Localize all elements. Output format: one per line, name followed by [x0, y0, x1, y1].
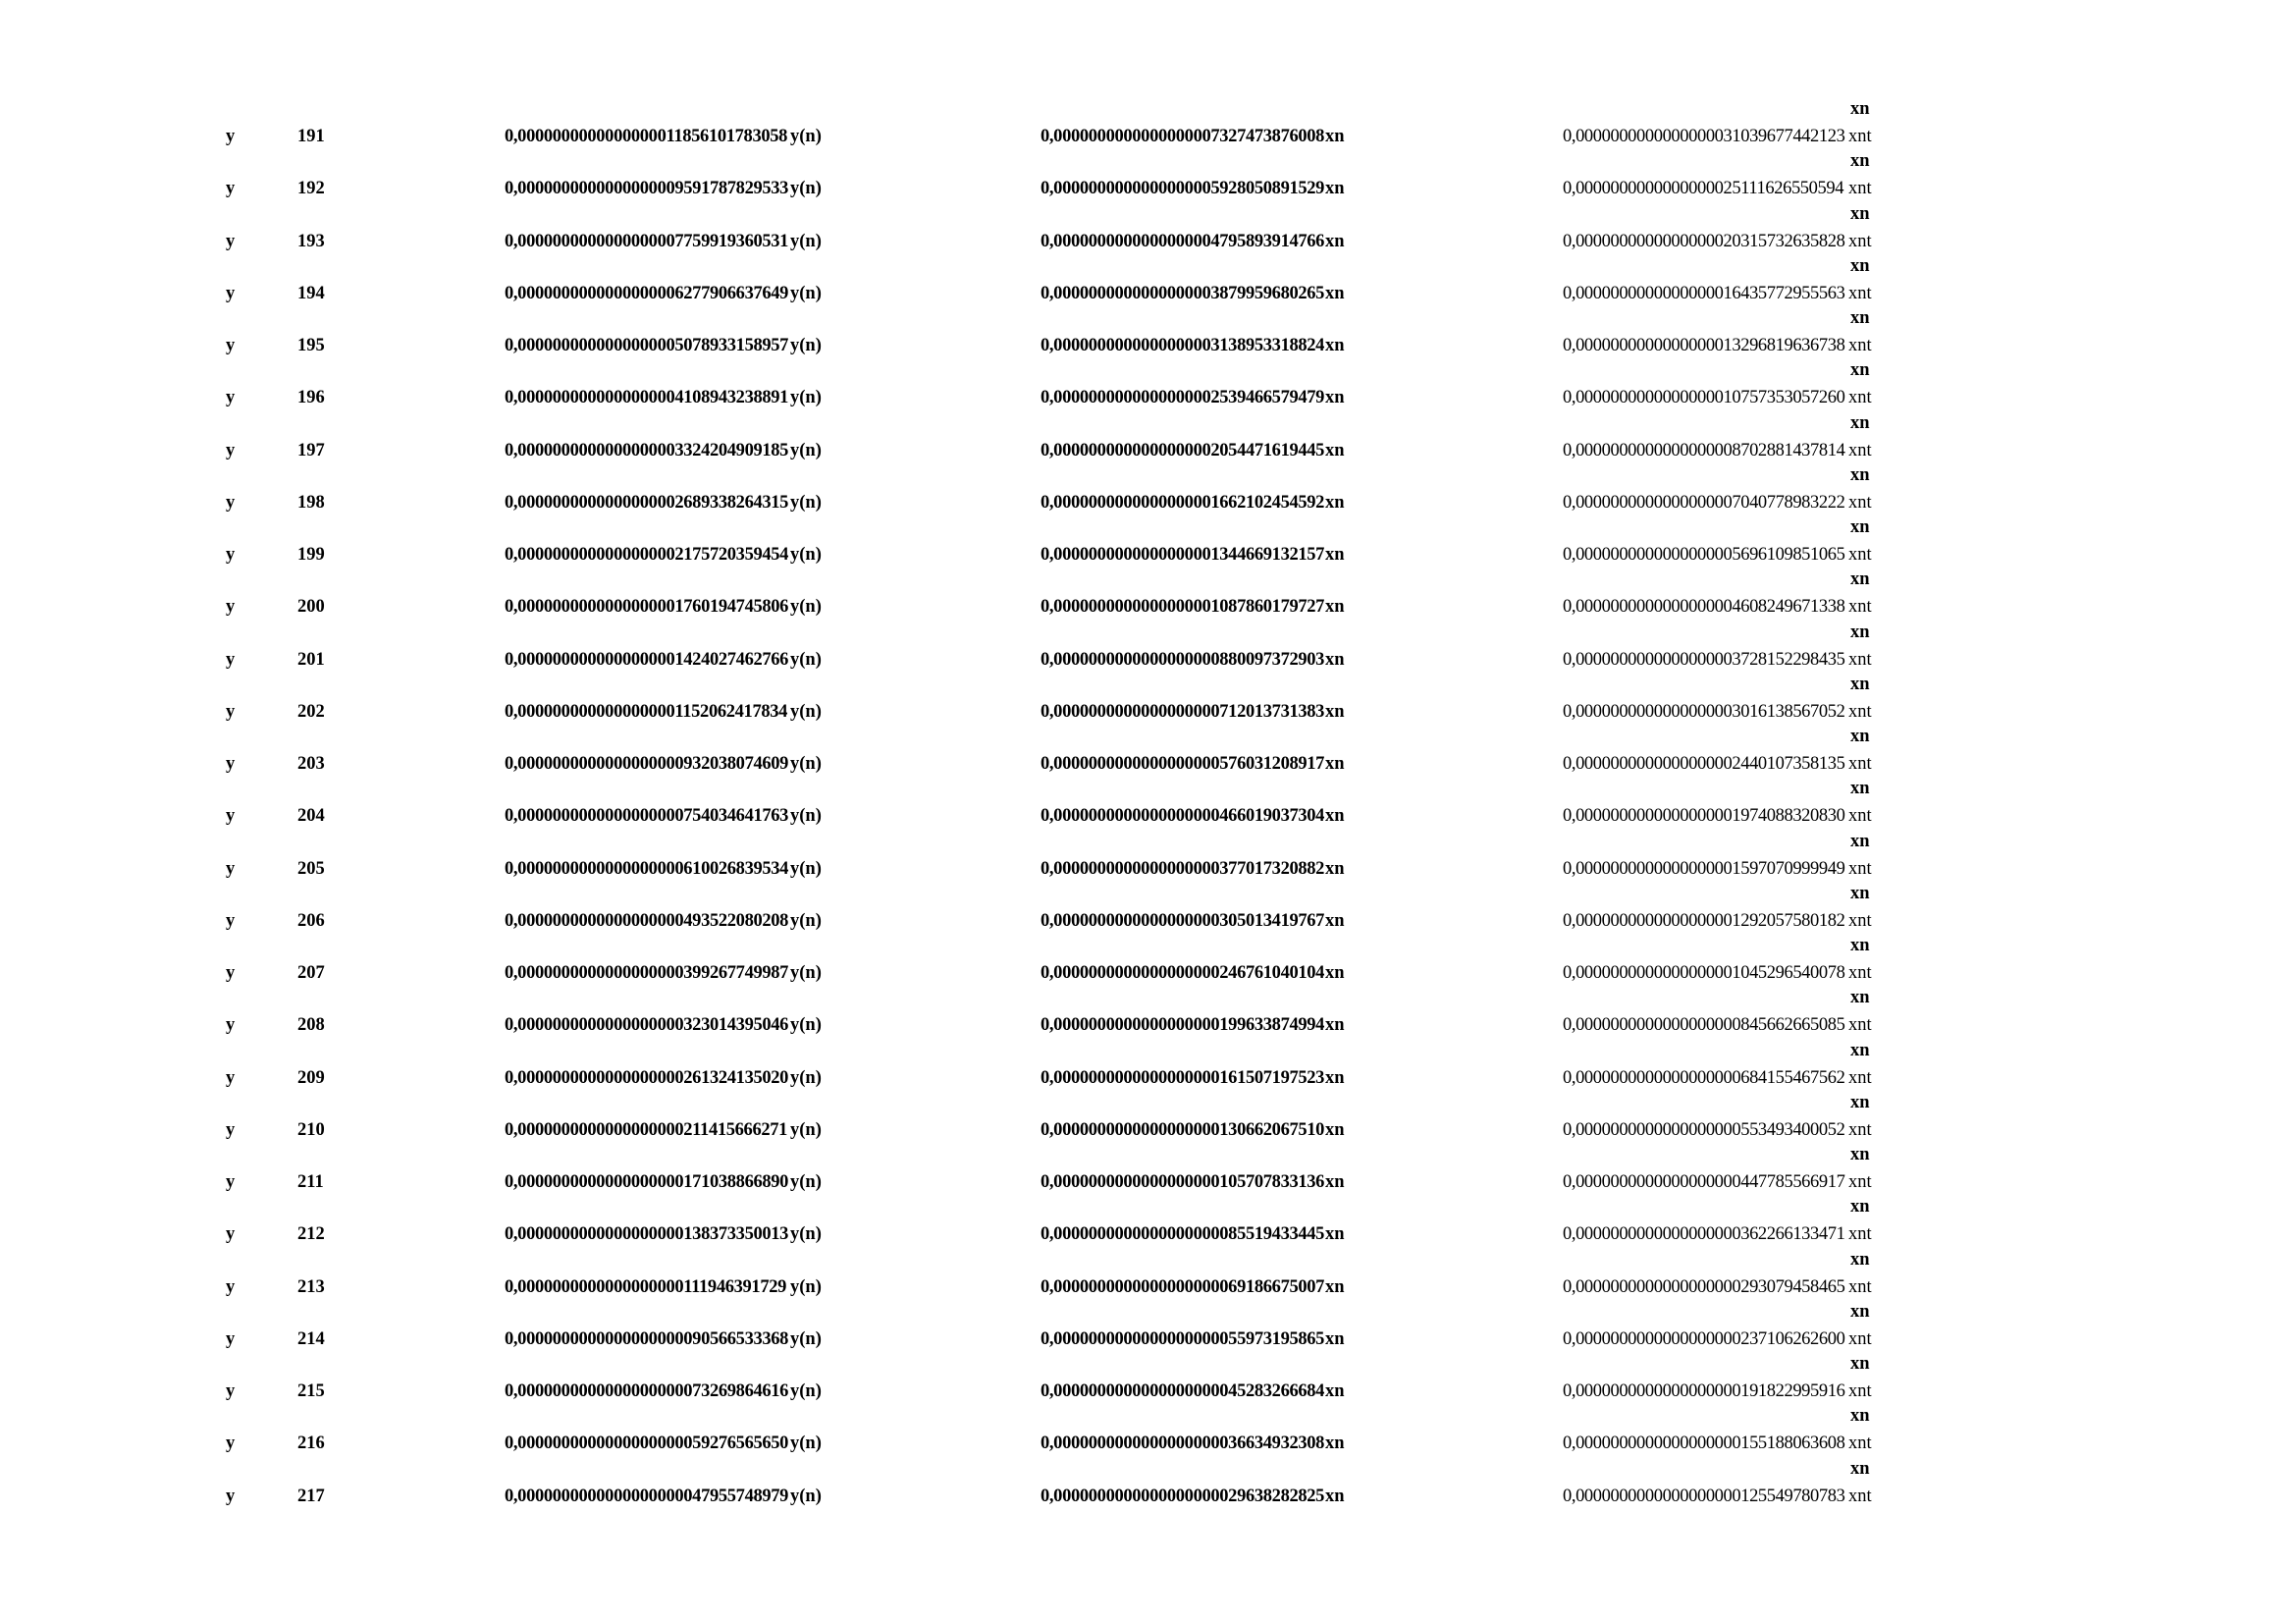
row-index: 191 [297, 127, 325, 146]
yn-label: y(n) [790, 440, 822, 460]
yn-label: y(n) [790, 336, 822, 355]
xnt-value: 0,0000000000000000000155188063608 [1563, 1434, 1845, 1454]
yn-label: y(n) [790, 1119, 822, 1140]
table-row [0, 308, 2296, 387]
row-label-y: y [226, 1276, 236, 1297]
table-row [0, 1145, 2296, 1223]
xn-label: xn [1325, 127, 1345, 146]
xn-label: xn [1325, 1381, 1345, 1401]
row-index: 209 [297, 1067, 325, 1088]
xn-value: 0,0000000000000000000105707833136 [1041, 1172, 1325, 1192]
yn-label: y(n) [790, 649, 822, 670]
xnt-label: xnt [1848, 1434, 1872, 1454]
xn-header-label: xn [1850, 255, 1870, 276]
xn-label: xn [1325, 1328, 1345, 1349]
row-index: 214 [297, 1328, 325, 1349]
xn-value: 0,0000000000000000000085519433445 [1041, 1224, 1325, 1245]
yn-value: 0,0000000000000000000932038074609 [505, 754, 789, 774]
row-index: 192 [297, 179, 325, 199]
xnt-value: 0,0000000000000000007040778983222 [1563, 492, 1845, 513]
xnt-label: xnt [1848, 127, 1872, 146]
xn-label: xn [1325, 1067, 1345, 1088]
yn-label: y(n) [790, 701, 822, 722]
yn-label: y(n) [790, 754, 822, 774]
xnt-label: xnt [1848, 701, 1872, 722]
xnt-label: xnt [1848, 283, 1872, 303]
xn-header-label: xn [1850, 1406, 1870, 1427]
xnt-label: xnt [1848, 1015, 1872, 1036]
yn-label: y(n) [790, 1328, 822, 1349]
table-row [0, 255, 2296, 335]
xnt-label: xnt [1848, 1381, 1872, 1401]
xn-value: 0,0000000000000000004795893914766 [1041, 231, 1325, 251]
table-row [0, 831, 2296, 910]
table-row [0, 1197, 2296, 1275]
xn-value: 0,0000000000000000000055973195865 [1041, 1328, 1325, 1349]
yn-label: y(n) [790, 1276, 822, 1297]
yn-value: 0,0000000000000000000323014395046 [505, 1015, 789, 1036]
xnt-value: 0,0000000000000000003728152298435 [1563, 649, 1845, 670]
xn-value: 0,0000000000000000000305013419767 [1041, 910, 1325, 931]
xnt-value: 0,0000000000000000001292057580182 [1563, 910, 1845, 931]
xn-header-label: xn [1850, 936, 1870, 955]
yn-label: y(n) [790, 1172, 822, 1192]
xn-value: 0,0000000000000000001087860179727 [1041, 597, 1325, 618]
xn-value: 0,0000000000000000000466019037304 [1041, 806, 1325, 827]
row-index: 210 [297, 1119, 325, 1140]
xn-label: xn [1325, 701, 1345, 722]
xnt-value: 0,0000000000000000016435772955563 [1563, 283, 1845, 303]
xnt-label: xnt [1848, 388, 1872, 408]
row-label-y: y [226, 701, 236, 722]
row-label-y: y [226, 858, 236, 879]
yn-label: y(n) [790, 806, 822, 827]
row-label-y: y [226, 492, 236, 513]
xn-value: 0,0000000000000000000036634932308 [1041, 1434, 1325, 1454]
xnt-value: 0,0000000000000000025111626550594 [1563, 179, 1844, 199]
table-row [0, 517, 2296, 596]
xn-label: xn [1325, 806, 1345, 827]
xn-header-label: xn [1850, 883, 1870, 903]
xn-label: xn [1325, 179, 1345, 199]
yn-label: y(n) [790, 231, 822, 251]
row-label-y: y [226, 910, 236, 931]
yn-value: 0,0000000000000000003324204909185 [505, 440, 789, 460]
row-index: 206 [297, 910, 325, 931]
xn-value: 0,0000000000000000003879959680265 [1041, 283, 1325, 303]
row-label-y: y [226, 336, 236, 355]
xn-header-label: xn [1850, 1145, 1870, 1164]
xnt-value: 0,0000000000000000001597070999949 [1563, 858, 1845, 879]
table-row [0, 99, 2296, 178]
xn-label: xn [1325, 1015, 1345, 1036]
row-index: 205 [297, 858, 325, 879]
table-row [0, 936, 2296, 1014]
xnt-value: 0,0000000000000000000293079458465 [1563, 1276, 1845, 1297]
yn-label: y(n) [790, 492, 822, 513]
xnt-label: xnt [1848, 1119, 1872, 1140]
xnt-label: xnt [1848, 336, 1872, 355]
xn-value: 0,0000000000000000000880097372903 [1041, 649, 1325, 670]
row-label-y: y [226, 1067, 236, 1088]
xn-value: 0,0000000000000000000130662067510 [1041, 1119, 1325, 1140]
xn-header-label: xn [1850, 674, 1870, 694]
yn-label: y(n) [790, 1015, 822, 1036]
xnt-value: 0,0000000000000000000447785566917 [1563, 1172, 1845, 1192]
xnt-label: xnt [1848, 963, 1872, 983]
yn-label: y(n) [790, 858, 822, 879]
xn-label: xn [1325, 283, 1345, 303]
yn-value: 0,0000000000000000007759919360531 [505, 231, 789, 251]
row-label-y: y [226, 231, 236, 251]
xnt-label: xnt [1848, 1486, 1872, 1506]
xnt-value: 0,0000000000000000000125549780783 [1563, 1486, 1845, 1506]
row-index: 198 [297, 492, 325, 513]
yn-value: 0,0000000000000000000111946391729 [505, 1276, 787, 1297]
table-row [0, 1040, 2296, 1119]
xnt-value: 0,0000000000000000000553493400052 [1563, 1119, 1845, 1140]
row-label-y: y [226, 754, 236, 774]
xnt-value: 0,0000000000000000000191822995916 [1563, 1381, 1845, 1401]
yn-value: 0,0000000000000000001760194745806 [505, 597, 789, 618]
yn-value: 0,0000000000000000000059276565650 [505, 1434, 789, 1454]
yn-label: y(n) [790, 179, 822, 199]
xn-value: 0,0000000000000000001662102454592 [1041, 492, 1325, 513]
xnt-value: 0,0000000000000000010757353057260 [1563, 388, 1845, 408]
xnt-value: 0,0000000000000000000362266133471 [1563, 1224, 1845, 1245]
table-row [0, 988, 2296, 1066]
xn-value: 0,0000000000000000000576031208917 [1041, 754, 1325, 774]
table-row [0, 1249, 2296, 1328]
xnt-label: xnt [1848, 754, 1872, 774]
yn-value: 0,0000000000000000001424027462766 [505, 649, 789, 670]
xnt-value: 0,0000000000000000005696109851065 [1563, 545, 1845, 565]
xn-value: 0,0000000000000000003138953318824 [1041, 336, 1325, 355]
table-row [0, 1354, 2296, 1433]
yn-value: 0,0000000000000000001152062417834 [505, 701, 788, 722]
xn-value: 0,0000000000000000002054471619445 [1041, 440, 1325, 460]
xnt-value: 0,0000000000000000002440107358135 [1563, 754, 1845, 774]
row-label-y: y [226, 179, 236, 199]
row-index: 208 [297, 1015, 325, 1036]
row-index: 211 [297, 1172, 324, 1192]
table-row [0, 151, 2296, 230]
xn-header-label: xn [1850, 203, 1870, 224]
row-index: 200 [297, 597, 325, 618]
yn-value: 0,0000000000000000000610026839534 [505, 858, 789, 879]
xn-label: xn [1325, 440, 1345, 460]
row-index: 207 [297, 963, 325, 983]
row-label-y: y [226, 649, 236, 670]
table-row [0, 1301, 2296, 1380]
row-label-y: y [226, 1328, 236, 1349]
yn-label: y(n) [790, 545, 822, 565]
row-index: 202 [297, 701, 325, 722]
row-index: 212 [297, 1224, 325, 1245]
yn-label: y(n) [790, 597, 822, 618]
xn-header-label: xn [1850, 464, 1870, 485]
table-row [0, 412, 2296, 492]
xn-header-label: xn [1850, 308, 1870, 328]
xnt-label: xnt [1848, 858, 1872, 879]
xn-label: xn [1325, 1434, 1345, 1454]
xn-value: 0,0000000000000000000161507197523 [1041, 1067, 1325, 1088]
row-label-y: y [226, 806, 236, 827]
xnt-value: 0,0000000000000000020315732635828 [1563, 231, 1845, 251]
yn-label: y(n) [790, 1486, 822, 1506]
row-index: 215 [297, 1381, 325, 1401]
xn-label: xn [1325, 336, 1345, 355]
xnt-value: 0,0000000000000000004608249671338 [1563, 597, 1845, 618]
xnt-value: 0,0000000000000000008702881437814 [1563, 440, 1845, 460]
xn-header-label: xn [1850, 1092, 1870, 1112]
xn-header-label: xn [1850, 1197, 1870, 1217]
xn-label: xn [1325, 910, 1345, 931]
xn-header-label: xn [1850, 517, 1870, 537]
yn-label: y(n) [790, 910, 822, 931]
xn-header-label: xn [1850, 99, 1870, 119]
xn-label: xn [1325, 1172, 1345, 1192]
xnt-label: xnt [1848, 806, 1872, 827]
xn-value: 0,0000000000000000000045283266684 [1041, 1381, 1325, 1401]
xn-label: xn [1325, 231, 1345, 251]
xn-value: 0,0000000000000000000069186675007 [1041, 1276, 1325, 1297]
row-index: 195 [297, 336, 325, 355]
table-row [0, 569, 2296, 648]
yn-value: 0,0000000000000000000090566533368 [505, 1328, 789, 1349]
yn-value: 0,0000000000000000004108943238891 [505, 388, 789, 408]
xn-label: xn [1325, 858, 1345, 879]
yn-value: 0,0000000000000000000047955748979 [505, 1486, 789, 1506]
xn-label: xn [1325, 1224, 1345, 1245]
row-label-y: y [226, 1172, 236, 1192]
row-index: 199 [297, 545, 325, 565]
row-label-y: y [226, 1224, 236, 1245]
xn-header-label: xn [1850, 988, 1870, 1008]
row-label-y: y [226, 127, 236, 146]
xn-header-label: xn [1850, 1040, 1870, 1060]
xnt-label: xnt [1848, 910, 1872, 931]
row-label-y: y [226, 388, 236, 408]
xnt-value: 0,0000000000000000001045296540078 [1563, 963, 1845, 983]
xn-header-label: xn [1850, 151, 1870, 172]
xnt-value: 0,0000000000000000000684155467562 [1563, 1067, 1845, 1088]
row-label-y: y [226, 1119, 236, 1140]
table-row [0, 1092, 2296, 1171]
xnt-label: xnt [1848, 179, 1872, 199]
xnt-value: 0,0000000000000000003016138567052 [1563, 701, 1845, 722]
table-row [0, 1406, 2296, 1485]
xn-header-label: xn [1850, 779, 1870, 799]
xn-value: 0,0000000000000000005928050891529 [1041, 179, 1325, 199]
xn-value: 0,0000000000000000007327473876008 [1041, 127, 1325, 146]
xnt-label: xnt [1848, 649, 1872, 670]
yn-value: 0,0000000000000000011856101783058 [505, 127, 788, 146]
xnt-label: xnt [1848, 1276, 1872, 1297]
xn-label: xn [1325, 649, 1345, 670]
xn-value: 0,0000000000000000000246761040104 [1041, 963, 1325, 983]
xnt-label: xnt [1848, 231, 1872, 251]
xnt-label: xnt [1848, 1328, 1872, 1349]
row-label-y: y [226, 963, 236, 983]
row-index: 201 [297, 649, 325, 670]
yn-label: y(n) [790, 388, 822, 408]
yn-value: 0,0000000000000000002175720359454 [505, 545, 789, 565]
table-row [0, 727, 2296, 805]
xn-header-label: xn [1850, 1249, 1870, 1270]
xn-value: 0,0000000000000000000029638282825 [1041, 1486, 1325, 1506]
yn-value: 0,0000000000000000002689338264315 [505, 492, 789, 513]
xn-value: 0,0000000000000000001344669132157 [1041, 545, 1325, 565]
yn-value: 0,0000000000000000000493522080208 [505, 910, 789, 931]
xnt-label: xnt [1848, 597, 1872, 618]
xn-label: xn [1325, 492, 1345, 513]
row-index: 197 [297, 440, 325, 460]
xnt-label: xnt [1848, 1224, 1872, 1245]
xn-header-label: xn [1850, 360, 1870, 381]
xn-value: 0,0000000000000000000712013731383 [1041, 701, 1325, 722]
row-label-y: y [226, 1381, 236, 1401]
xn-header-label: xn [1850, 1354, 1870, 1374]
xn-label: xn [1325, 963, 1345, 983]
xnt-value: 0,0000000000000000000845662665085 [1563, 1015, 1845, 1036]
row-index: 196 [297, 388, 325, 408]
yn-label: y(n) [790, 127, 822, 146]
xnt-label: xnt [1848, 1172, 1872, 1192]
table-row [0, 674, 2296, 753]
xn-header-label: xn [1850, 831, 1870, 851]
xn-label: xn [1325, 1486, 1345, 1506]
xn-header-label: xn [1850, 622, 1870, 642]
xn-value: 0,0000000000000000000199633874994 [1041, 1015, 1325, 1036]
yn-value: 0,0000000000000000000138373350013 [505, 1224, 789, 1245]
xn-header-label: xn [1850, 727, 1870, 746]
yn-value: 0,0000000000000000000399267749987 [505, 963, 789, 983]
yn-label: y(n) [790, 283, 822, 303]
row-label-y: y [226, 1015, 236, 1036]
xn-label: xn [1325, 597, 1345, 618]
table-row [0, 1458, 2296, 1538]
yn-label: y(n) [790, 1067, 822, 1088]
table-row [0, 779, 2296, 857]
row-index: 213 [297, 1276, 325, 1297]
table-row [0, 622, 2296, 701]
table-row [0, 203, 2296, 283]
xn-header-label: xn [1850, 412, 1870, 433]
yn-value: 0,0000000000000000005078933158957 [505, 336, 789, 355]
xn-header-label: xn [1850, 569, 1870, 590]
row-label-y: y [226, 597, 236, 618]
yn-label: y(n) [790, 1224, 822, 1245]
yn-value: 0,0000000000000000000171038866890 [505, 1172, 789, 1192]
row-index: 204 [297, 806, 325, 827]
xn-value: 0,0000000000000000000377017320882 [1041, 858, 1325, 879]
row-label-y: y [226, 545, 236, 565]
xn-label: xn [1325, 1119, 1345, 1140]
xnt-label: xnt [1848, 492, 1872, 513]
row-index: 203 [297, 754, 325, 774]
xnt-value: 0,0000000000000000031039677442123 [1563, 127, 1845, 146]
yn-value: 0,0000000000000000000754034641763 [505, 806, 789, 827]
xn-label: xn [1325, 754, 1345, 774]
table-row [0, 464, 2296, 544]
xn-label: xn [1325, 388, 1345, 408]
yn-label: y(n) [790, 1381, 822, 1401]
table-row [0, 883, 2296, 962]
row-index: 193 [297, 231, 325, 251]
row-label-y: y [226, 1486, 236, 1506]
xnt-value: 0,0000000000000000013296819636738 [1563, 336, 1845, 355]
yn-label: y(n) [790, 963, 822, 983]
xnt-label: xnt [1848, 440, 1872, 460]
yn-value: 0,0000000000000000009591787829533 [505, 179, 789, 199]
xnt-label: xnt [1848, 1067, 1872, 1088]
xn-label: xn [1325, 1276, 1345, 1297]
row-label-y: y [226, 440, 236, 460]
yn-value: 0,0000000000000000000261324135020 [505, 1067, 789, 1088]
row-index: 194 [297, 283, 325, 303]
yn-value: 0,0000000000000000000073269864616 [505, 1381, 789, 1401]
xnt-value: 0,0000000000000000000237106262600 [1563, 1328, 1845, 1349]
xnt-value: 0,0000000000000000001974088320830 [1563, 806, 1845, 827]
row-label-y: y [226, 1434, 236, 1454]
yn-label: y(n) [790, 1434, 822, 1454]
yn-value: 0,0000000000000000006277906637649 [505, 283, 789, 303]
xn-value: 0,0000000000000000002539466579479 [1041, 388, 1325, 408]
xn-header-label: xn [1850, 1301, 1870, 1322]
xnt-label: xnt [1848, 545, 1872, 565]
xn-label: xn [1325, 545, 1345, 565]
row-index: 216 [297, 1434, 325, 1454]
yn-value: 0,0000000000000000000211415666271 [505, 1119, 788, 1140]
row-index: 217 [297, 1486, 325, 1506]
row-label-y: y [226, 283, 236, 303]
xn-header-label: xn [1850, 1458, 1870, 1479]
table-row [0, 360, 2296, 439]
